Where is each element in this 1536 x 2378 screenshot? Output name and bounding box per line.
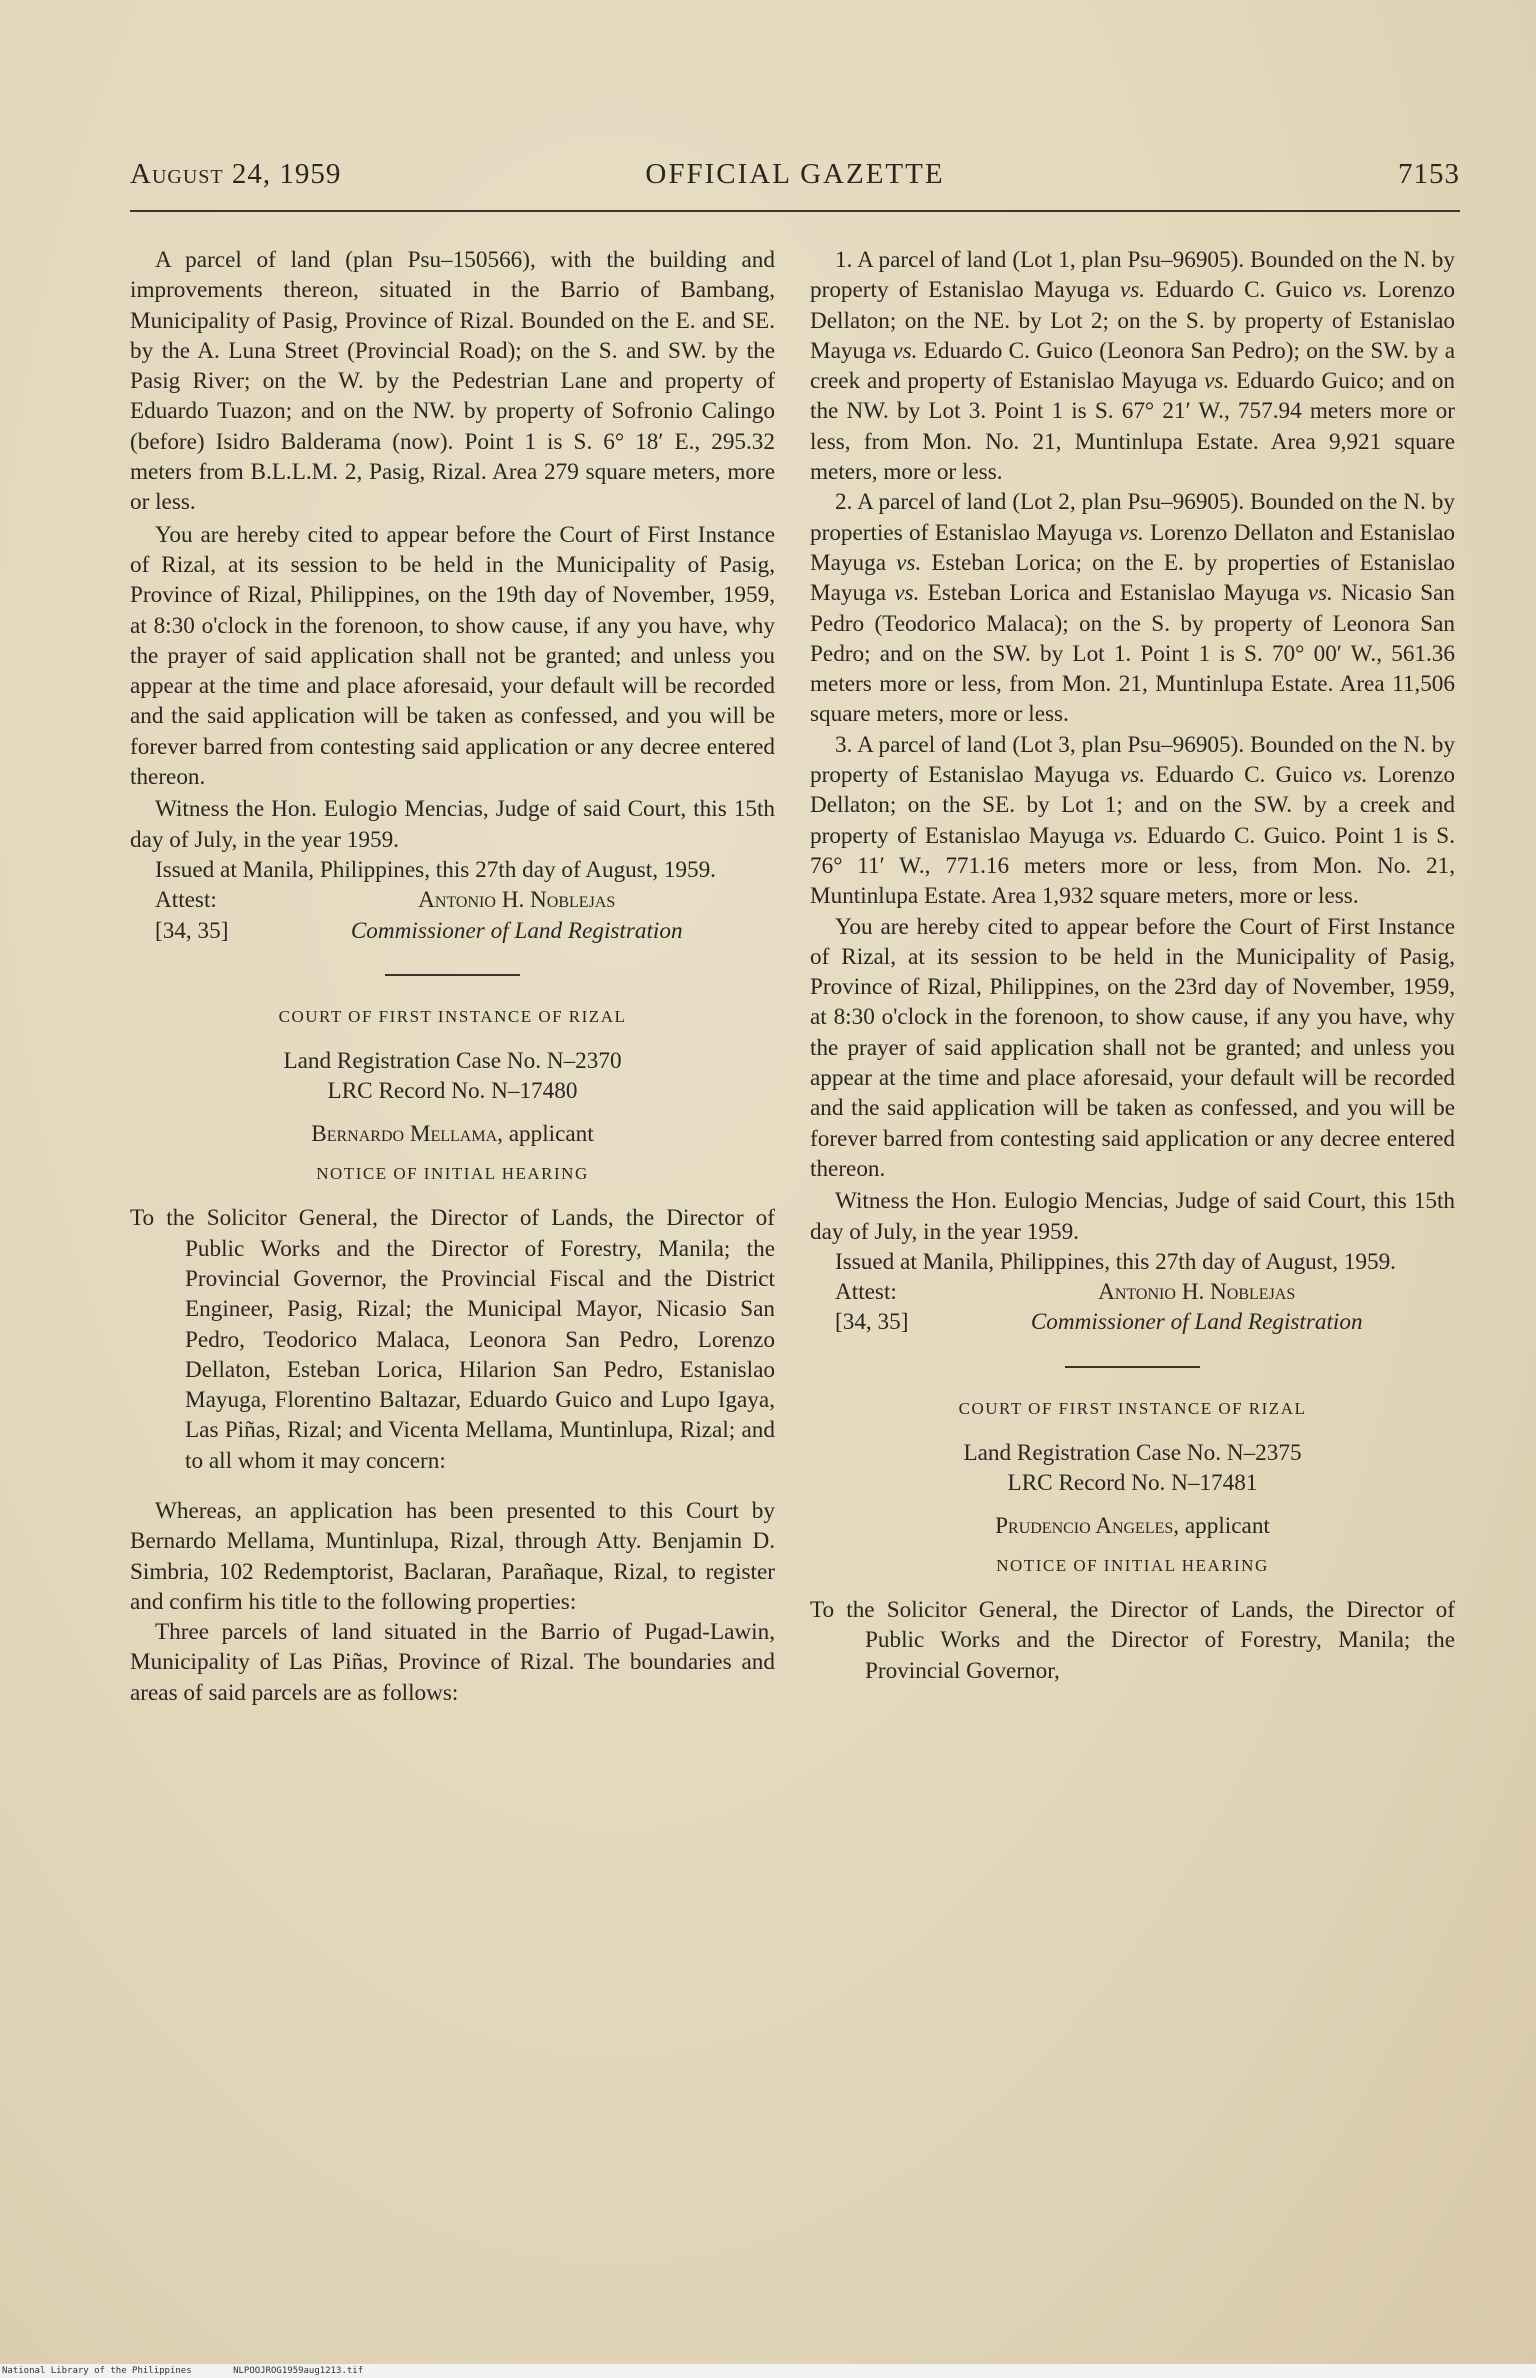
witness-paragraph: Witness the Hon. Eulogio Mencias, Judge of said Court, this 15th day of July, in the year 1959. <box>810 1188 1455 1245</box>
case-number: Land Registration Case No. N–2370 <box>283 1048 622 1075</box>
addressees-paragraph: To the Solicitor General, the Director of Lands, the Director of Public Works and the Director of Forestry, Manila; the Provincial Governor, the Provincial Fiscal and the District Engineer, Pasig, Rizal; the Municipal Mayor, Nicasio San Pedro, Teodorico Malaca, Leonora San Pedro, Lorenzo Dellaton, Esteban Lorica, Hilarion San Pedro, Estanislao Mayuga, Florentino Baltazar, Eduardo Guico and Lupo Igaya, Las Piñas, Rizal; and Vicenta Mellama, Muntinlupa, Rizal; and to all whom it may concern: <box>130 1205 775 1474</box>
lot-2-text-a: 2. A parcel of land (Lot 2, plan Psu–96905). Bounded on the N. by properties of Estanislao Mayuga <box>810 489 1455 546</box>
issue-date: August 24, 1959 <box>130 158 342 190</box>
applicant-line <box>810 1511 1455 1541</box>
versus: vs. <box>896 549 922 576</box>
lot-2-text-b: Lorenzo Dellaton and Estanislao Mayuga <box>810 519 1455 576</box>
lot-3-paragraph <box>810 730 1455 912</box>
lot-3-text-a: 3. A parcel of land (Lot 3, plan Psu–96905). Bounded on the N. by property of Estanislao Mayuga <box>810 731 1455 789</box>
lot-1-paragraph <box>810 245 1455 487</box>
attest-block <box>810 1277 1455 1338</box>
addressees-paragraph: To the Solicitor General, the Director of Lands, the Director of Public Works and the Director of Forestry, Manila; the Provincial Governor, <box>810 1597 1455 1684</box>
versus: vs. <box>1113 822 1139 849</box>
lot-2-text-c: Esteban Lorica; on the E. by properties of Estanislao Mayuga <box>810 549 1455 607</box>
lot-1-text-e: Eduardo Guico; and on the NW. by Lot 3. Point 1 is S. 67° 21′ W., 757.94 meters more or less, from Mon. No. 21, Muntinlupa Estate. Area 9,921 square meters, more or less. <box>810 368 1455 486</box>
parcel-description: A parcel of land (plan Psu–150566), with the building and improvements thereon, situated in the Barrio of Bambang, Municipality of Pasig, Province of Rizal. Bounded on the E. and SE. by the A. Luna Street (Provincial Road); on the S. and SW. by the Pasig River; on the W. by the Pedestrian Lane and property of Eduardo Tuazon; and on the NW. by property of Sofronio Calingo (before) Isidro Balderama (now). Point 1 is S. 6° 18′ E., 295.32 meters from B.L.L.M. 2, Pasig, Rizal. Area 279 square meters, more or less. <box>130 247 775 516</box>
notice-title: NOTICE OF INITIAL HEARING <box>996 1555 1269 1575</box>
cited-paragraph: You are hereby cited to appear before the Court of First Instance of Rizal, at its session to be held in the Municipality of Pasig, Province of Rizal, Philippines, on the 23rd day of November, 1959, at 8:30 o'clock in the forenoon, to show cause, if any you have, why the prayer of said application shall not be granted; and unless you appear at the time and place aforesaid, your default will be recorded and the said application will be taken as confessed, and you will be forever barred from contesting said application or any decree entered thereon. <box>810 913 1455 1182</box>
lot-3-text-c: Lorenzo Dellaton; on the SE. by Lot 1; and on the SW. by a creek and property of Estanislao Mayuga <box>810 762 1455 849</box>
publication-title: OFFICIAL GAZETTE <box>645 158 945 190</box>
scan-filename: NLPOOJROG1959aug1213.tif <box>233 2366 364 2376</box>
versus: vs. <box>1342 762 1368 789</box>
page-header <box>130 158 1460 198</box>
case-number: Land Registration Case No. N–2375 <box>963 1439 1302 1466</box>
court-heading: COURT OF FIRST INSTANCE OF RIZAL <box>278 1006 627 1026</box>
attest-left <box>835 1277 908 1338</box>
lot-2-text-d: Esteban Lorica and Estanislao Mayuga <box>919 580 1308 607</box>
versus: vs. <box>892 337 918 364</box>
versus: vs. <box>894 580 920 607</box>
library-credit: National Library of the Philippines <box>2 2366 192 2376</box>
attest-right <box>908 1277 1455 1338</box>
lot-1-text-c: Lorenzo Dellaton; on the NE. by Lot 2; on the S. by property of Estanislao Mayuga <box>810 277 1455 364</box>
issued-paragraph: Issued at Manila, Philippines, this 27th day of August, 1959. <box>155 856 716 883</box>
signatory-title: Commissioner of Land Registration <box>350 917 683 944</box>
applicant-line <box>130 1119 775 1149</box>
versus: vs. <box>1118 519 1144 546</box>
notice-title: NOTICE OF INITIAL HEARING <box>316 1164 589 1184</box>
page-number: 7153 <box>1398 158 1460 190</box>
lrc-record-number: LRC Record No. N–17481 <box>1007 1470 1258 1497</box>
issue-reference: [34, 35] <box>155 917 229 944</box>
case-numbers <box>810 1438 1455 1499</box>
versus: vs. <box>1307 580 1333 607</box>
applicant-suffix: , applicant <box>1173 1512 1270 1539</box>
attest-right <box>228 885 775 946</box>
scan-footer <box>0 2364 1536 2378</box>
right-column <box>810 245 1455 1706</box>
attest-label: Attest: <box>835 1279 897 1306</box>
issue-reference: [34, 35] <box>835 1309 909 1336</box>
applicant-name: Bernardo Mellama <box>311 1120 498 1147</box>
lot-3-text-b: Eduardo C. Guico <box>1145 762 1343 789</box>
section-divider <box>1065 1366 1200 1368</box>
whereas-paragraph: Whereas, an application has been presented to this Court by Bernardo Mellama, Muntinlupa, Rizal, through Atty. Benjamin D. Simbria, 102 Redemptorist, Baclaran, Parañaque, Rizal, to register and confirm his title to the following properties: <box>130 1497 775 1615</box>
lot-1-text-a: 1. A parcel of land (Lot 1, plan Psu–96905). Bounded on the N. by property of Estanislao Mayuga <box>810 247 1455 304</box>
lot-1-text-b: Eduardo C. Guico <box>1145 277 1343 304</box>
lot-1-text-d: Eduardo C. Guico (Leonora San Pedro); on the SW. by a creek and property of Estanislao Mayuga <box>810 337 1455 395</box>
lot-2-text-e: Nicasio San Pedro (Teodorico Malaca); on the S. by property of Leonora San Pedro; and on the SW. by Lot 1. Point 1 is S. 70° 00′ W., 561.36 meters more or less, from Mon. 21, Muntinlupa Estate. Area 11,506 square meters, more or less. <box>810 580 1455 728</box>
cited-paragraph: You are hereby cited to appear before the Court of First Instance of Rizal, at its session to be held in the Municipality of Pasig, Province of Rizal, Philippines, on the 19th day of November, 1959, at 8:30 o'clock in the forenoon, to show cause, if any you have, why the prayer of said application shall not be granted; and unless you appear at the time and place aforesaid, your default will be recorded and the said application will be taken as confessed, and you will be forever barred from contesting said application or any decree entered thereon. <box>130 521 775 791</box>
attest-label: Attest: <box>155 887 217 914</box>
parcels-intro-paragraph: Three parcels of land situated in the Barrio of Pugad-Lawin, Municipality of Las Piñas, Province of Rizal. The boundaries and areas of said parcels are as follows: <box>130 1619 775 1706</box>
court-heading: COURT OF FIRST INSTANCE OF RIZAL <box>958 1398 1307 1418</box>
versus: vs. <box>1119 277 1146 304</box>
lrc-record-number: LRC Record No. N–17480 <box>327 1078 578 1105</box>
lot-3-text-d: Eduardo C. Guico. Point 1 is S. 76° 11′ W., 771.16 meters more or less, from Mon. No. 21, Muntinlupa Estate. Area 1,932 square meters, more or less. <box>810 822 1455 910</box>
lot-2-paragraph <box>810 487 1455 729</box>
section-divider <box>385 974 520 976</box>
versus: vs. <box>1342 277 1368 304</box>
issued-paragraph: Issued at Manila, Philippines, this 27th day of August, 1959. <box>835 1248 1396 1275</box>
applicant-name: Prudencio Angeles <box>995 1512 1174 1539</box>
attest-left <box>155 885 228 946</box>
attest-block <box>130 885 775 946</box>
witness-paragraph: Witness the Hon. Eulogio Mencias, Judge of said Court, this 15th day of July, in the year 1959. <box>130 796 775 853</box>
left-column <box>130 245 775 1708</box>
signatory-name: Antonio H. Noblejas <box>418 887 616 914</box>
signatory-title: Commissioner of Land Registration <box>1030 1309 1363 1336</box>
header-rule <box>130 210 1460 212</box>
signatory-name: Antonio H. Noblejas <box>1098 1279 1296 1306</box>
case-numbers <box>130 1046 775 1107</box>
versus: vs. <box>1204 368 1230 395</box>
versus: vs. <box>1119 762 1146 789</box>
applicant-suffix: , applicant <box>497 1120 594 1147</box>
